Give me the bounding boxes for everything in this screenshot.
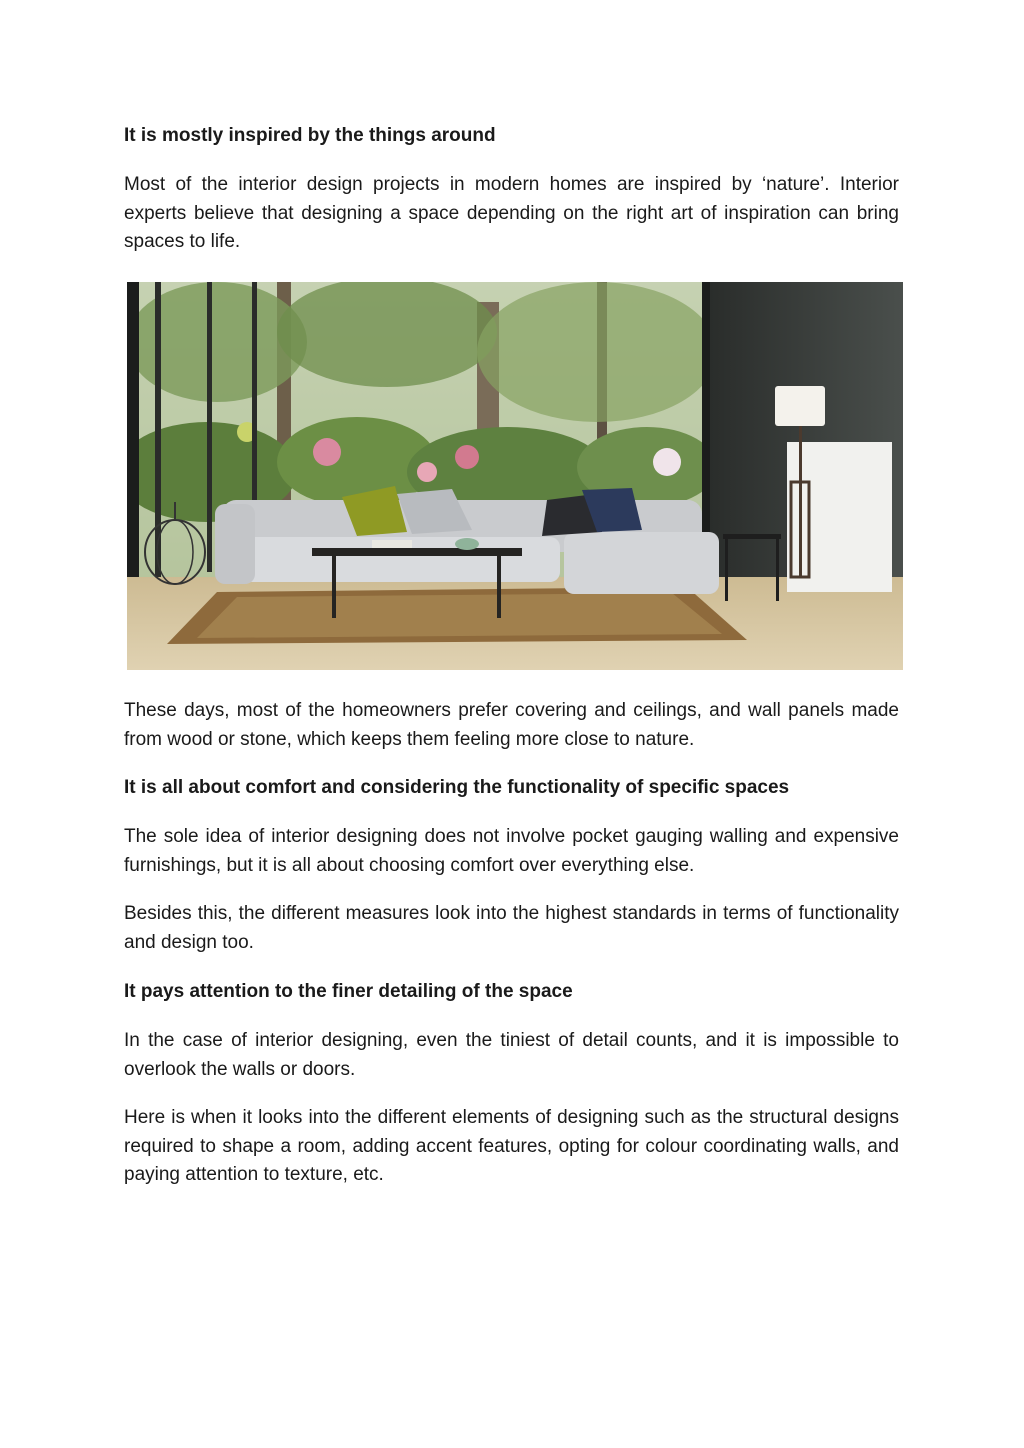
paragraph-comfort: The sole idea of interior designing does not involve pocket gauging walling and expensive furnishings, but it is all about choosing comfort over everything else.: [124, 826, 899, 876]
section-heading-inspiration: It is mostly inspired by the things around: [124, 125, 496, 146]
paragraph-tiniest-detail: In the case of interior designing, even the tiniest of detail counts, and it is impossible to overlook the walls or doors.: [124, 1030, 899, 1080]
paragraph-functionality: Besides this, the different measures look into the highest standards in terms of functionality and design too.: [124, 903, 899, 953]
section-heading-detailing: It pays attention to the finer detailing of the space: [124, 981, 573, 1002]
paragraph-design-elements: Here is when it looks into the different elements of designing such as the structural designs required to shape a room, adding accent features, opting for colour coordinating walls, and paying attention to texture, etc.: [124, 1107, 899, 1185]
section-heading-comfort: It is all about comfort and considering the functionality of specific spaces: [124, 777, 790, 798]
living-room-photo: [127, 282, 903, 670]
paragraph-wall-panels: These days, most of the homeowners prefer covering and ceilings, and wall panels made from wood or stone, which keeps them feeling more close to nature.: [124, 700, 899, 750]
paragraph-nature-inspiration: Most of the interior design projects in modern homes are inspired by ‘nature’. Interior experts believe that designing a space depending on the right art of inspiration can bring spaces to life.: [124, 174, 899, 252]
